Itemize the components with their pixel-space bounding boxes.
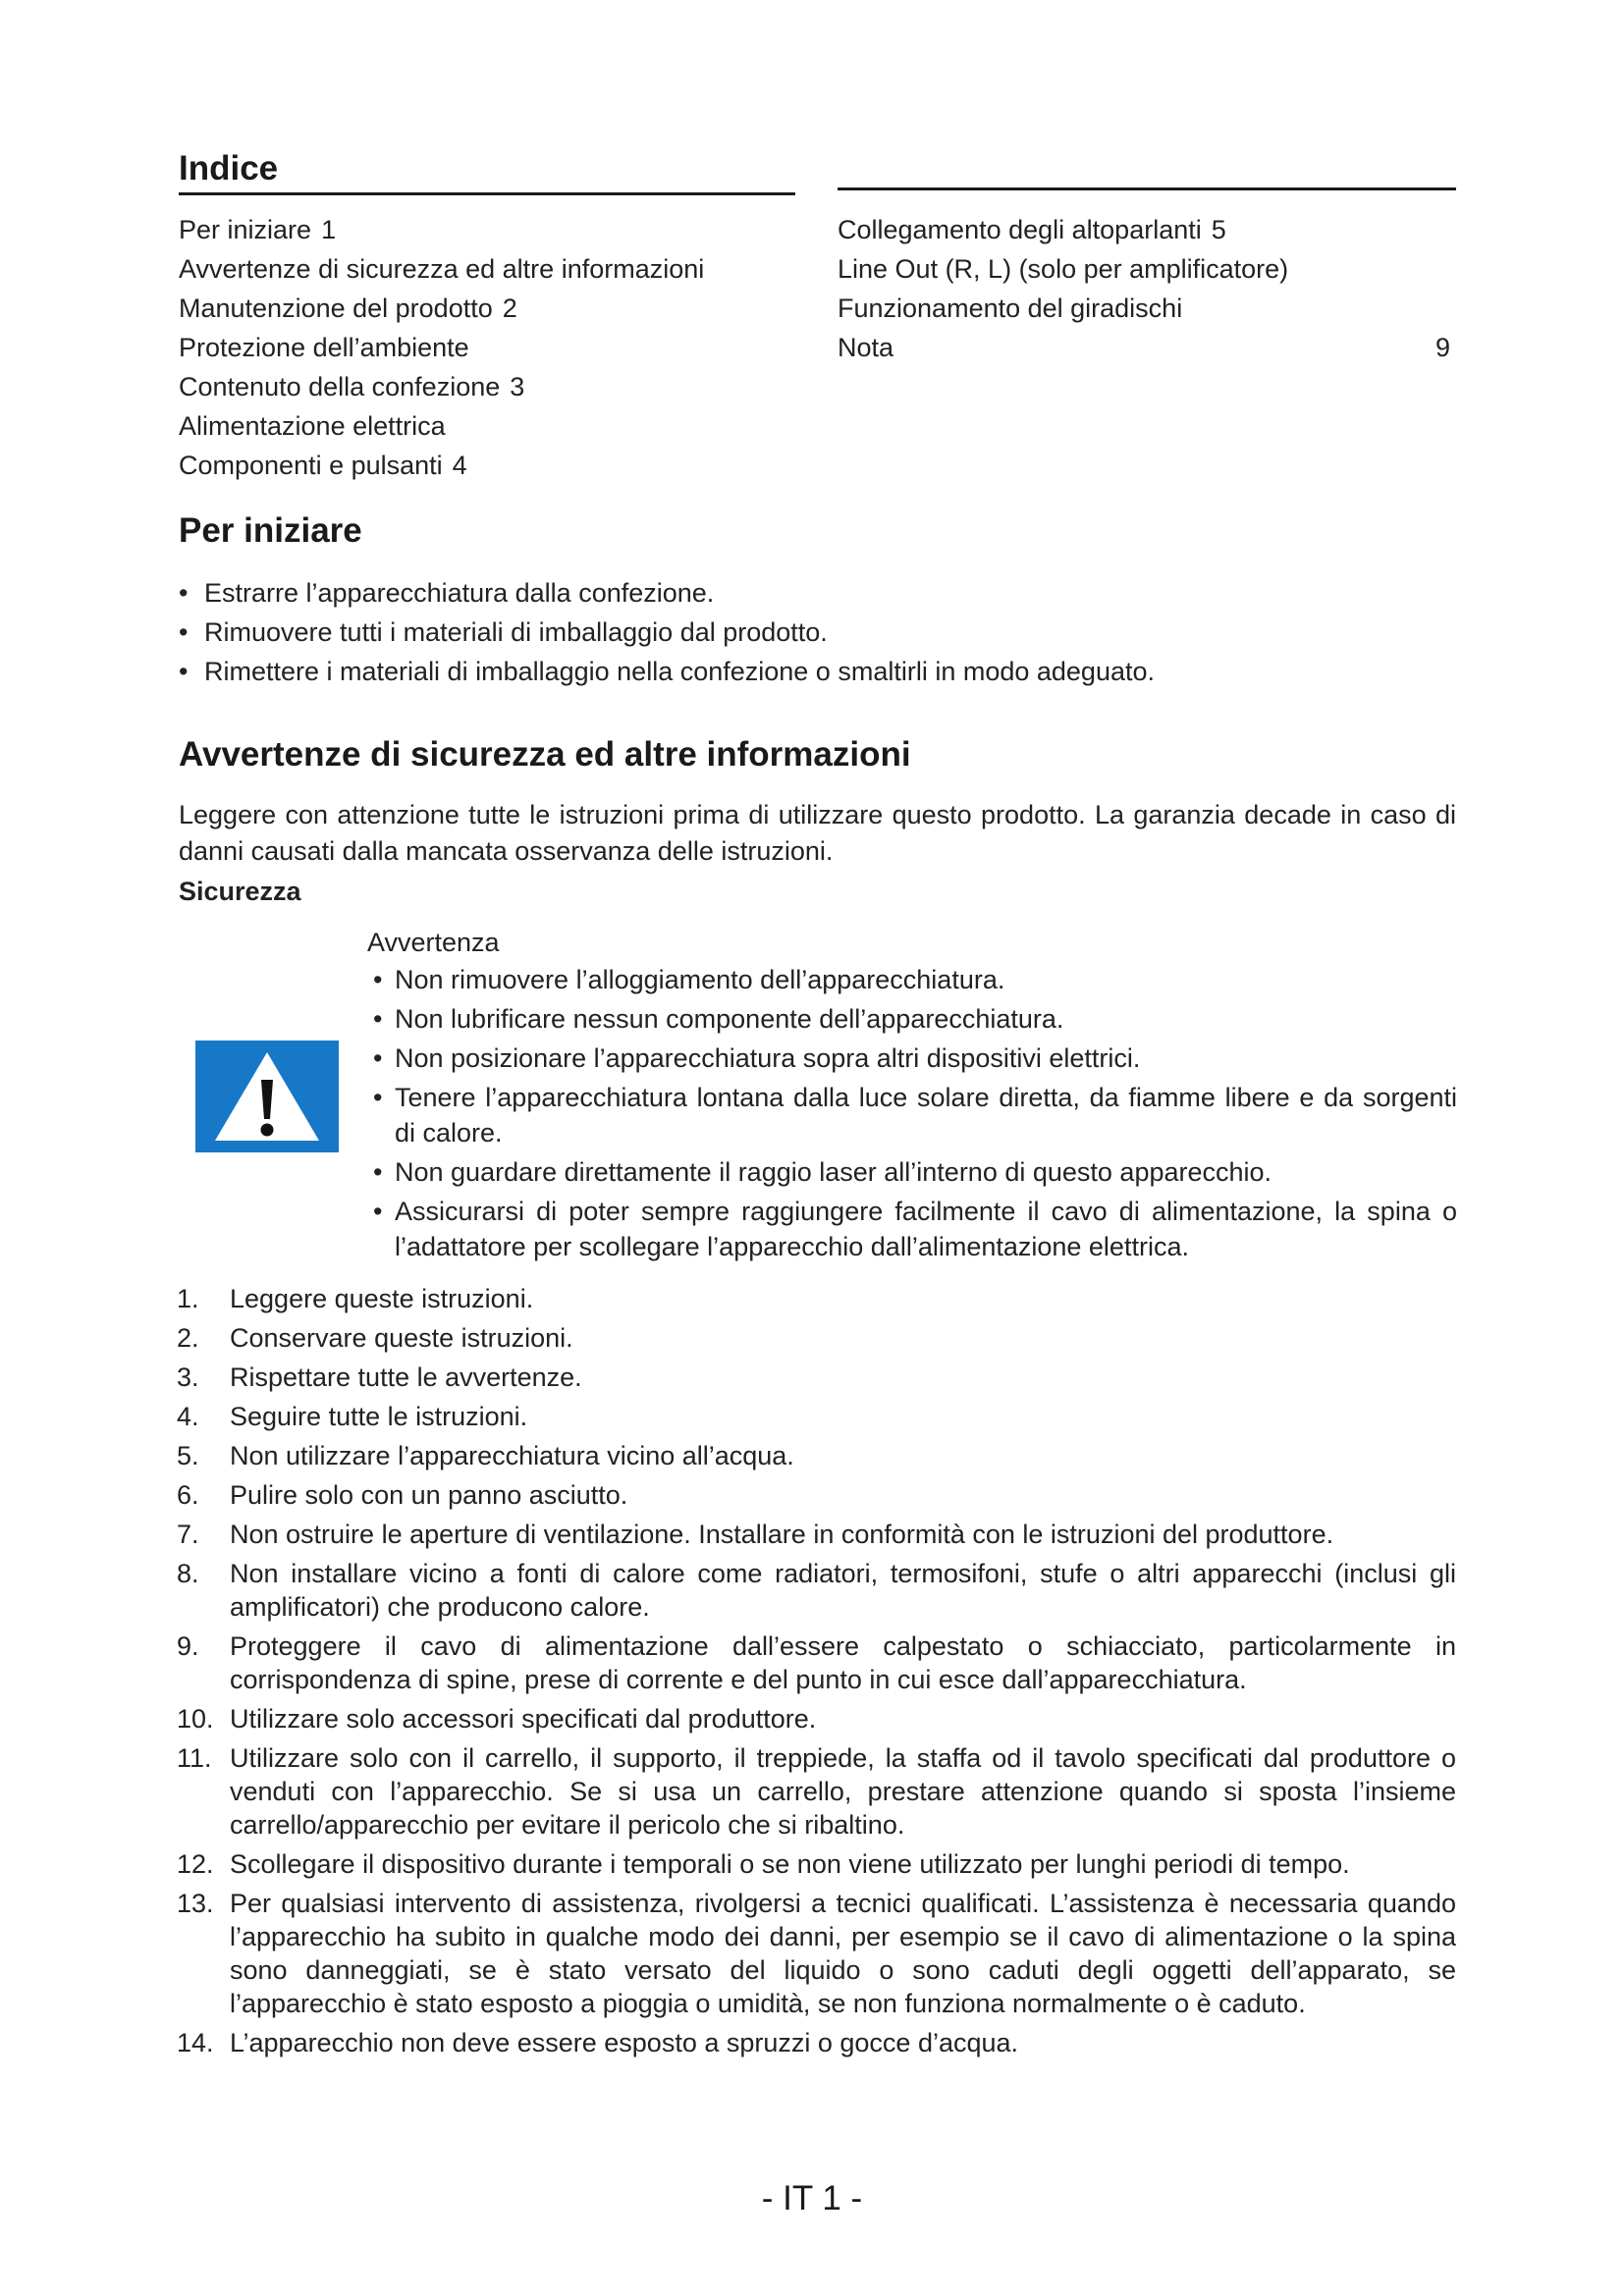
safety-subheading: Sicurezza xyxy=(179,877,301,906)
list-item: • Estrarre l’apparecchiatura dalla confezione. xyxy=(179,573,1455,613)
list-item: 6. Pulire solo con un panno asciutto. xyxy=(177,1480,628,1510)
list-item: 10. Utilizzare solo accessori specificati dal produttore. xyxy=(177,1704,817,1734)
section-title-safety: Avvertenze di sicurezza ed altre informazioni xyxy=(179,735,911,774)
toc-page-number: 9 xyxy=(1435,333,1450,362)
list-item: 3. Rispettare tutte le avvertenze. xyxy=(177,1362,582,1392)
list-item: • Rimettere i materiali di imballaggio nella confezione o smaltirli in modo adeguato. xyxy=(179,652,1455,691)
instructions-list xyxy=(177,1282,1456,2065)
toc-entry[interactable]: Collegamento degli altoparlanti 5 xyxy=(838,215,1226,244)
warning-label: Avvertenza xyxy=(367,928,500,957)
toc-page-number: 2 xyxy=(502,294,517,323)
toc-page-number: 4 xyxy=(452,451,467,480)
warning-block xyxy=(367,923,1457,1268)
index-left-column xyxy=(179,210,807,485)
index-right-column xyxy=(838,210,1456,367)
list-item: 14. L’apparecchio non deve essere esposto a spruzzi o gocce d’acqua. xyxy=(177,2028,1019,2057)
safety-intro: Leggere con attenzione tutte le istruzioni prima di utilizzare questo prodotto. La garanzia decade in caso di danni causati dalla mancata osservanza delle istruzioni. xyxy=(179,800,1456,866)
list-item: 7. Non ostruire le aperture di ventilazione. Installare in conformità con le istruzioni del produttore. xyxy=(177,1520,1334,1549)
toc-entry[interactable]: Line Out (R, L) (solo per amplificatore) xyxy=(838,254,1289,284)
list-item: 12. Scollegare il dispositivo durante i temporali o se non viene utilizzato per lunghi periodi di tempo. xyxy=(177,1849,1350,1879)
list-item: • Assicurarsi di poter sempre raggiungere facilmente il cavo di alimentazione, la spina o l’adattatore per scollegare l’apparecchio dall’alimentazione elettrica. xyxy=(367,1194,1457,1264)
toc-entry[interactable]: Nota 9 xyxy=(838,328,1456,367)
warning-list xyxy=(367,962,1457,1264)
list-item: • Rimuovere tutti i materiali di imballaggio dal prodotto. xyxy=(179,613,1455,652)
toc-page-number: 5 xyxy=(1211,215,1226,244)
list-item: 5. Non utilizzare l’apparecchiatura vicino all’acqua. xyxy=(177,1441,794,1470)
toc-entry[interactable]: Per iniziare 1 xyxy=(179,215,337,244)
toc-entry[interactable]: Alimentazione elettrica xyxy=(179,411,446,441)
toc-entry[interactable]: Avvertenze di sicurezza ed altre informazioni xyxy=(179,254,705,284)
toc-entry[interactable]: Manutenzione del prodotto 2 xyxy=(179,294,517,323)
toc-entry[interactable]: Contenuto della confezione 3 xyxy=(179,372,525,401)
list-item: 11. Utilizzare solo con il carrello, il supporto, il treppiede, la staffa od il tavolo specificati dal produttore o venduti con l’apparecchio. Se si usa un carrello, prestare attenzione quando si sposta l’insieme carrello/apparecchio per evitare il pericolo che si ribaltino. xyxy=(177,1743,1456,1840)
list-item: 8. Non installare vicino a fonti di calore come radiatori, termosifoni, stufe o altri apparecchi (inclusi gli amplificatori) che producono calore. xyxy=(177,1559,1456,1622)
toc-page-number: 1 xyxy=(321,215,337,244)
list-item: • Non rimuovere l’alloggiamento dell’apparecchiatura. xyxy=(367,962,1457,997)
toc-entry[interactable]: Funzionamento del giradischi xyxy=(838,294,1183,323)
list-item: • Non guardare direttamente il raggio laser all’interno di questo apparecchio. xyxy=(367,1154,1457,1190)
toc-page-number: 3 xyxy=(510,372,525,401)
list-item: • Non lubrificare nessun componente dell’apparecchiatura. xyxy=(367,1001,1457,1037)
list-item: • Tenere l’apparecchiatura lontana dalla luce solare diretta, da fiamme libere e da sorgenti di calore. xyxy=(367,1080,1457,1150)
toc-entry[interactable]: Componenti e pulsanti 4 xyxy=(179,451,467,480)
list-item: 2. Conservare queste istruzioni. xyxy=(177,1323,573,1353)
page-number: - IT 1 - xyxy=(761,2179,863,2217)
list-item: 1. Leggere queste istruzioni. xyxy=(177,1284,534,1313)
index-rule xyxy=(838,187,1456,190)
list-item: 9. Proteggere il cavo di alimentazione dall’essere calpestato o schiacciato, particolarmente in corrispondenza di spine, prese di corrente e del punto in cui esce dall’apparecchiatura. xyxy=(177,1631,1456,1694)
getting-started-list xyxy=(179,573,1455,691)
list-item: • Non posizionare l’apparecchiatura sopra altri dispositivi elettrici. xyxy=(367,1041,1457,1076)
toc-entry[interactable]: Protezione dell’ambiente xyxy=(179,333,469,362)
warning-triangle-icon xyxy=(195,1041,339,1152)
list-item: 4. Seguire tutte le istruzioni. xyxy=(177,1402,528,1431)
list-item: 13. Per qualsiasi intervento di assistenza, rivolgersi a tecnici qualificati. L’assistenza è necessaria quando l’apparecchio ha subito in qualche modo dei danni, per esempio se il cavo di alimentazione o la spina sono danneggiati, se è stato versato del liquido o sono caduti degli oggetti dell’apparato, se l’apparecchio è stato esposto a pioggia o umidità, se non funziona normalmente o è caduto. xyxy=(177,1889,1456,2018)
index-heading: Indice xyxy=(179,147,795,195)
section-title-getting-started: Per iniziare xyxy=(179,511,362,550)
